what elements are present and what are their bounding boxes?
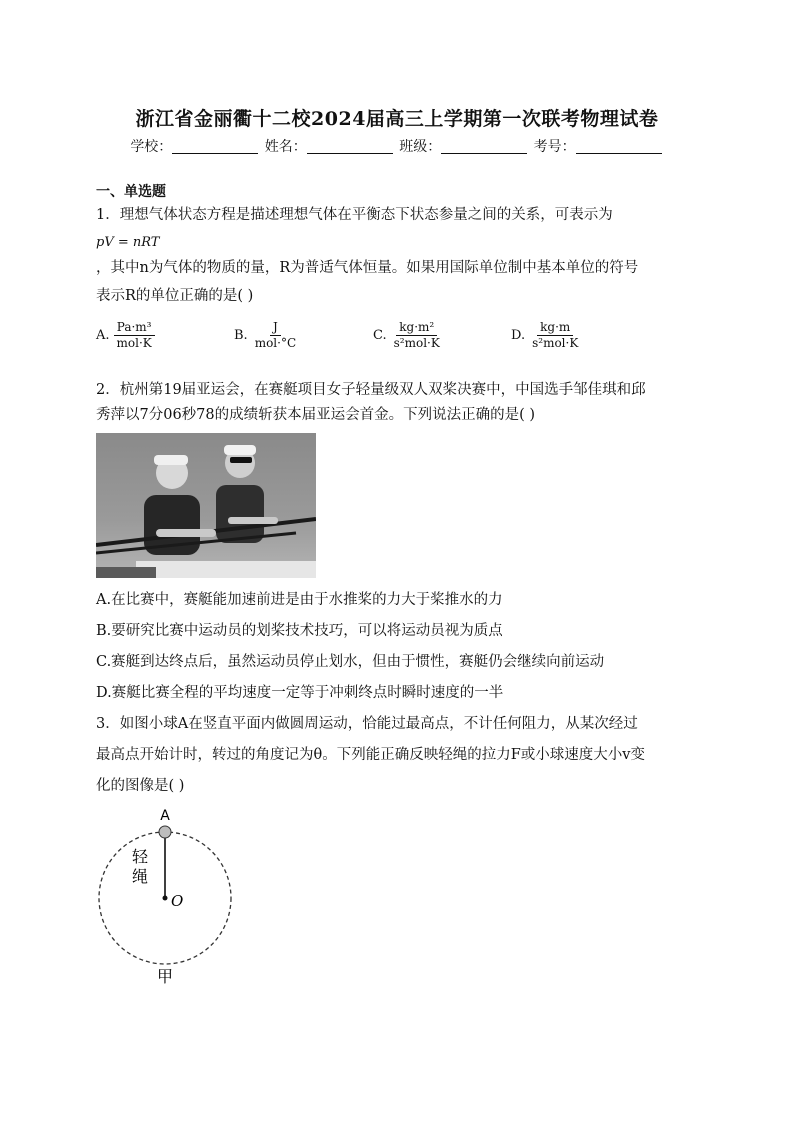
q1-option-d-fraction — [529, 320, 581, 351]
q3-stem-line-3: 化的图像是( ) — [96, 778, 185, 794]
section-heading: 一、单选题 — [96, 184, 166, 200]
q1-option-d[interactable] — [511, 320, 581, 351]
q3-stem-line-2: 最高点开始计时，转过的角度记为θ。下列能正确反映轻绳的拉力F或小球速度大小v变 — [96, 747, 645, 763]
rowing-photo-illustration — [96, 433, 316, 578]
q2-option-a[interactable]: A.在比赛中，赛艇能加速前进是由于水推桨的力大于桨推水的力 — [96, 592, 503, 608]
class-blank[interactable] — [441, 139, 527, 154]
student-info-line — [0, 136, 794, 156]
q3-stem-line-1: 3．如图小球A在竖直平面内做圆周运动，恰能过最高点，不计任何阻力，从某次经过 — [96, 716, 638, 732]
q1-option-c-label: C. — [373, 328, 387, 343]
q1-option-c[interactable] — [373, 320, 443, 351]
figure-caption: 甲 — [156, 967, 174, 986]
exam-number-blank[interactable] — [576, 139, 662, 154]
name-blank[interactable] — [307, 139, 393, 154]
q2-stem-line-2: 秀萍以7分06秒78的成绩斩获本届亚运会首金。下列说法正确的是( ) — [96, 407, 536, 423]
name-label: 姓名： — [264, 139, 307, 155]
q1-stem-line-2: ，其中n为气体的物质的量，R为普适气体恒量。如果用国际单位制中基本单位的符号 — [96, 260, 639, 276]
q1-option-b-denominator: mol·°C — [254, 336, 297, 350]
class-label: 班级： — [399, 139, 442, 155]
rowing-photo — [96, 433, 316, 578]
q1-option-b-label: B. — [234, 328, 248, 343]
q1-option-b-fraction — [252, 320, 299, 351]
q2-stem-line-1: 2．杭州第19届亚运会，在赛艇项目女子轻量级双人双桨决赛中，中国选手邹佳琪和邱 — [96, 382, 646, 398]
q1-stem-line-3: 表示R的单位正确的是( ) — [96, 288, 254, 304]
q1-option-a[interactable] — [96, 320, 155, 351]
q1-stem-line-1: 1．理想气体状态方程是描述理想气体在平衡态下状态参量之间的关系，可表示为 — [96, 207, 613, 223]
q1-option-c-numerator: kg·m² — [396, 320, 437, 336]
q2-option-b[interactable]: B.要研究比赛中运动员的划桨技术技巧，可以将运动员视为质点 — [96, 623, 503, 639]
school-label: 学校： — [130, 139, 173, 155]
label-rope-1: 轻 — [132, 847, 149, 866]
q1-option-a-fraction — [114, 320, 155, 351]
q1-option-c-fraction — [391, 320, 443, 351]
circle-motion-diagram — [92, 808, 242, 990]
q1-option-c-denominator: s²mol·K — [393, 336, 440, 350]
q1-option-d-numerator: kg·m — [537, 320, 573, 336]
label-o: O — [171, 892, 184, 910]
label-rope-2: 绳 — [132, 867, 149, 886]
school-blank[interactable] — [172, 139, 258, 154]
q1-option-a-numerator: Pa·m³ — [114, 320, 155, 336]
label-a: A — [160, 808, 170, 824]
q1-option-d-label: D. — [511, 328, 526, 343]
ball-a — [159, 826, 171, 838]
q1-option-d-denominator: s²mol·K — [532, 336, 579, 350]
center-point-o — [163, 896, 168, 901]
q2-option-c[interactable]: C.赛艇到达终点后，虽然运动员停止划水，但由于惯性，赛艇仍会继续向前运动 — [96, 654, 605, 670]
q1-option-b[interactable] — [234, 320, 299, 351]
q2-option-d[interactable]: D.赛艇比赛全程的平均速度一定等于冲刺终点时瞬时速度的一半 — [96, 685, 504, 701]
q1-option-a-denominator: mol·K — [116, 336, 152, 350]
q1-option-b-numerator: J — [270, 320, 281, 336]
circle-motion-figure — [92, 808, 242, 990]
q1-option-a-label: A. — [96, 328, 110, 343]
page-title: 浙江省金丽衢十二校2024届高三上学期第一次联考物理试卷 — [135, 108, 659, 130]
q1-formula: pV = nRT — [96, 235, 160, 250]
exam-number-label: 考号： — [533, 139, 576, 155]
